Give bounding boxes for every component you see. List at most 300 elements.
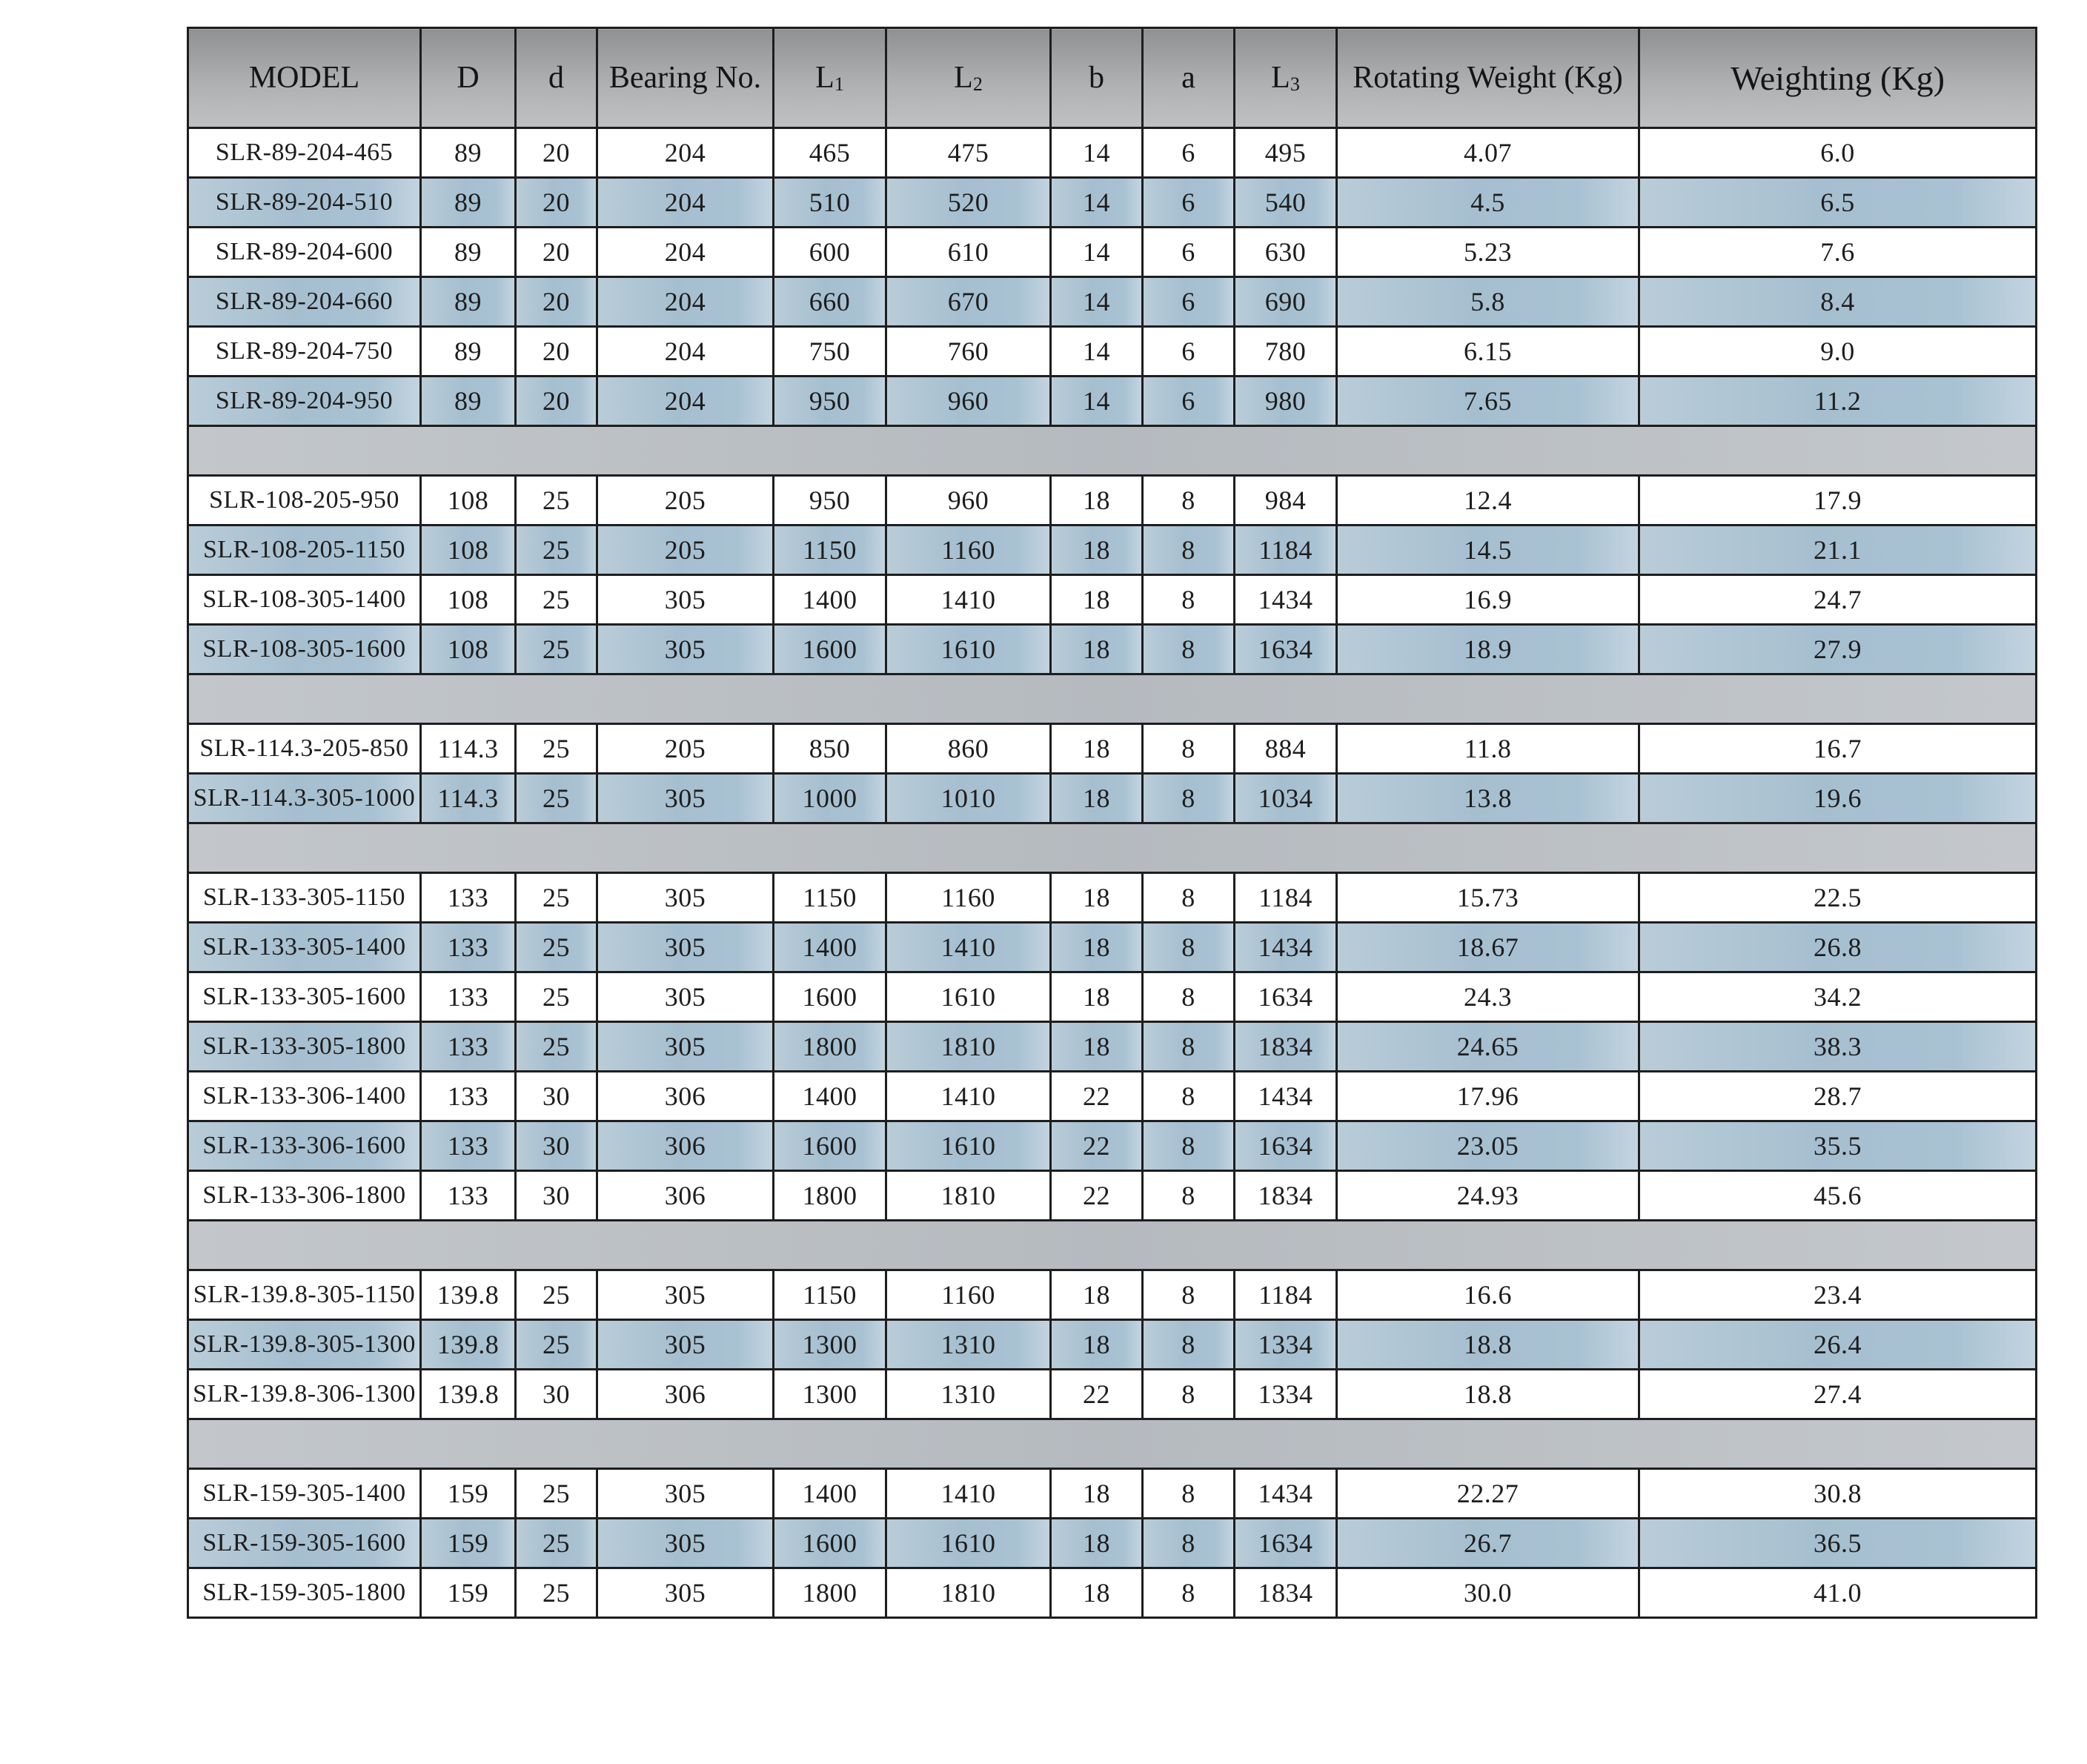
cell-l2: 1310 — [886, 1370, 1051, 1419]
cell-shaft-diameter: 30 — [516, 1171, 597, 1221]
cell-bearing-no: 306 — [597, 1171, 774, 1221]
cell-outer-diameter: 89 — [421, 128, 516, 178]
cell-outer-diameter: 89 — [421, 277, 516, 327]
header-l3 — [1235, 28, 1337, 128]
cell-outer-diameter: 133 — [421, 1121, 516, 1171]
header-rotating-weight: Rotating Weight (Kg) — [1337, 28, 1639, 128]
cell-l3: 1034 — [1235, 774, 1337, 823]
cell-shaft-diameter: 25 — [516, 1568, 597, 1618]
cell-b: 14 — [1051, 327, 1143, 377]
cell-l2: 760 — [886, 327, 1051, 377]
cell-a: 8 — [1143, 1072, 1235, 1121]
cell-l2: 1160 — [886, 525, 1051, 575]
cell-weighting: 21.1 — [1639, 525, 2037, 575]
cell-weighting: 36.5 — [1639, 1519, 2037, 1568]
cell-weighting: 27.4 — [1639, 1370, 2037, 1419]
cell-a: 8 — [1143, 972, 1235, 1022]
table-row — [188, 1171, 2037, 1221]
cell-bearing-no: 305 — [597, 575, 774, 625]
cell-l2: 1610 — [886, 1121, 1051, 1171]
cell-shaft-diameter: 25 — [516, 525, 597, 575]
cell-l3: 1334 — [1235, 1320, 1337, 1370]
cell-bearing-no: 305 — [597, 1568, 774, 1618]
cell-rotating-weight: 18.8 — [1337, 1370, 1639, 1419]
table-row — [188, 1370, 2037, 1419]
cell-l2: 860 — [886, 724, 1051, 774]
cell-l2: 1160 — [886, 1270, 1051, 1320]
cell-l3: 1834 — [1235, 1022, 1337, 1072]
cell-l3: 1634 — [1235, 625, 1337, 674]
cell-shaft-diameter: 20 — [516, 377, 597, 426]
cell-weighting: 7.6 — [1639, 228, 2037, 277]
cell-shaft-diameter: 20 — [516, 178, 597, 228]
cell-l2: 1310 — [886, 1320, 1051, 1370]
cell-model: SLR-114.3-205-850 — [188, 724, 421, 774]
cell-b: 22 — [1051, 1072, 1143, 1121]
cell-model: SLR-139.8-306-1300 — [188, 1370, 421, 1419]
cell-b: 14 — [1051, 128, 1143, 178]
cell-weighting: 11.2 — [1639, 377, 2037, 426]
cell-bearing-no: 305 — [597, 1022, 774, 1072]
cell-a: 8 — [1143, 724, 1235, 774]
cell-outer-diameter: 108 — [421, 625, 516, 674]
cell-a: 8 — [1143, 625, 1235, 674]
cell-model: SLR-89-204-510 — [188, 178, 421, 228]
cell-bearing-no: 205 — [597, 476, 774, 525]
table-row — [188, 277, 2037, 327]
cell-rotating-weight: 22.27 — [1337, 1469, 1639, 1519]
cell-l3: 1434 — [1235, 923, 1337, 972]
cell-bearing-no: 204 — [597, 128, 774, 178]
cell-weighting: 6.5 — [1639, 178, 2037, 228]
cell-l3: 1434 — [1235, 1072, 1337, 1121]
cell-a: 8 — [1143, 575, 1235, 625]
cell-bearing-no: 204 — [597, 277, 774, 327]
cell-model: SLR-108-305-1400 — [188, 575, 421, 625]
cell-outer-diameter: 133 — [421, 873, 516, 923]
cell-b: 18 — [1051, 575, 1143, 625]
table-row — [188, 1022, 2037, 1072]
cell-shaft-diameter: 20 — [516, 277, 597, 327]
group-separator — [188, 426, 2037, 476]
cell-outer-diameter: 89 — [421, 327, 516, 377]
cell-l1: 1600 — [774, 1519, 886, 1568]
cell-rotating-weight: 11.8 — [1337, 724, 1639, 774]
cell-bearing-no: 305 — [597, 1469, 774, 1519]
cell-b: 22 — [1051, 1370, 1143, 1419]
cell-a: 6 — [1143, 128, 1235, 178]
header-b: b — [1051, 28, 1143, 128]
cell-l2: 1160 — [886, 873, 1051, 923]
spec-sheet — [187, 27, 2035, 1619]
cell-bearing-no: 205 — [597, 724, 774, 774]
header-l1-letter: L — [815, 61, 835, 95]
cell-rotating-weight: 16.6 — [1337, 1270, 1639, 1320]
cell-l1: 1800 — [774, 1171, 886, 1221]
cell-rotating-weight: 24.93 — [1337, 1171, 1639, 1221]
cell-l1: 1300 — [774, 1370, 886, 1419]
cell-shaft-diameter: 25 — [516, 724, 597, 774]
cell-b: 14 — [1051, 228, 1143, 277]
cell-outer-diameter: 89 — [421, 178, 516, 228]
cell-outer-diameter: 159 — [421, 1469, 516, 1519]
table-row — [188, 178, 2037, 228]
cell-l1: 1600 — [774, 972, 886, 1022]
header-l3-index: 3 — [1290, 73, 1300, 95]
cell-rotating-weight: 24.3 — [1337, 972, 1639, 1022]
cell-a: 6 — [1143, 327, 1235, 377]
cell-shaft-diameter: 30 — [516, 1370, 597, 1419]
table-row — [188, 724, 2037, 774]
cell-l2: 1410 — [886, 1072, 1051, 1121]
cell-l3: 1434 — [1235, 1469, 1337, 1519]
cell-l3: 1634 — [1235, 1519, 1337, 1568]
cell-bearing-no: 305 — [597, 923, 774, 972]
cell-l1: 1150 — [774, 1270, 886, 1320]
cell-bearing-no: 305 — [597, 873, 774, 923]
cell-model: SLR-139.8-305-1300 — [188, 1320, 421, 1370]
cell-bearing-no: 305 — [597, 1270, 774, 1320]
cell-rotating-weight: 18.67 — [1337, 923, 1639, 972]
cell-b: 14 — [1051, 377, 1143, 426]
cell-b: 18 — [1051, 972, 1143, 1022]
cell-b: 22 — [1051, 1171, 1143, 1221]
cell-a: 6 — [1143, 377, 1235, 426]
cell-l1: 1400 — [774, 575, 886, 625]
cell-l3: 1334 — [1235, 1370, 1337, 1419]
cell-shaft-diameter: 20 — [516, 228, 597, 277]
cell-a: 8 — [1143, 476, 1235, 525]
header-row — [188, 28, 2037, 128]
cell-a: 8 — [1143, 923, 1235, 972]
cell-rotating-weight: 16.9 — [1337, 575, 1639, 625]
separator-band — [188, 1419, 2037, 1469]
cell-weighting: 27.9 — [1639, 625, 2037, 674]
cell-weighting: 41.0 — [1639, 1568, 2037, 1618]
table-row — [188, 1519, 2037, 1568]
cell-l2: 1010 — [886, 774, 1051, 823]
cell-model: SLR-114.3-305-1000 — [188, 774, 421, 823]
table-row — [188, 128, 2037, 178]
table-row — [188, 327, 2037, 377]
cell-l1: 600 — [774, 228, 886, 277]
cell-l2: 670 — [886, 277, 1051, 327]
cell-l2: 520 — [886, 178, 1051, 228]
cell-a: 8 — [1143, 1370, 1235, 1419]
cell-b: 18 — [1051, 774, 1143, 823]
header-bearing-no: Bearing No. — [597, 28, 774, 128]
table-row — [188, 228, 2037, 277]
cell-outer-diameter: 108 — [421, 575, 516, 625]
header-l2-letter: L — [954, 61, 973, 95]
cell-model: SLR-89-204-660 — [188, 277, 421, 327]
table-row — [188, 923, 2037, 972]
cell-l1: 750 — [774, 327, 886, 377]
cell-outer-diameter: 133 — [421, 1022, 516, 1072]
cell-l1: 850 — [774, 724, 886, 774]
cell-shaft-diameter: 25 — [516, 575, 597, 625]
cell-rotating-weight: 5.23 — [1337, 228, 1639, 277]
cell-l3: 495 — [1235, 128, 1337, 178]
table-row — [188, 575, 2037, 625]
cell-shaft-diameter: 25 — [516, 923, 597, 972]
table-row — [188, 1320, 2037, 1370]
cell-l1: 1400 — [774, 1072, 886, 1121]
cell-rotating-weight: 23.05 — [1337, 1121, 1639, 1171]
cell-l1: 1000 — [774, 774, 886, 823]
cell-weighting: 24.7 — [1639, 575, 2037, 625]
cell-b: 18 — [1051, 625, 1143, 674]
cell-model: SLR-139.8-305-1150 — [188, 1270, 421, 1320]
cell-l2: 1410 — [886, 923, 1051, 972]
cell-bearing-no: 306 — [597, 1072, 774, 1121]
cell-l3: 1184 — [1235, 525, 1337, 575]
cell-l1: 950 — [774, 377, 886, 426]
header-l2-index: 2 — [972, 73, 983, 95]
table-row — [188, 525, 2037, 575]
cell-l3: 984 — [1235, 476, 1337, 525]
cell-shaft-diameter: 25 — [516, 625, 597, 674]
cell-l2: 1610 — [886, 1519, 1051, 1568]
cell-l3: 1634 — [1235, 1121, 1337, 1171]
group-separator — [188, 674, 2037, 724]
cell-model: SLR-108-205-1150 — [188, 525, 421, 575]
header-l1-index: 1 — [834, 73, 844, 95]
cell-outer-diameter: 139.8 — [421, 1320, 516, 1370]
cell-l1: 1800 — [774, 1022, 886, 1072]
cell-shaft-diameter: 25 — [516, 1320, 597, 1370]
cell-rotating-weight: 26.7 — [1337, 1519, 1639, 1568]
cell-b: 18 — [1051, 873, 1143, 923]
cell-l2: 960 — [886, 377, 1051, 426]
cell-rotating-weight: 7.65 — [1337, 377, 1639, 426]
header-weighting: Weighting (Kg) — [1639, 28, 2037, 128]
cell-bearing-no: 204 — [597, 327, 774, 377]
cell-model: SLR-133-306-1800 — [188, 1171, 421, 1221]
separator-band — [188, 1221, 2037, 1270]
cell-l1: 660 — [774, 277, 886, 327]
cell-l1: 1600 — [774, 625, 886, 674]
cell-weighting: 22.5 — [1639, 873, 2037, 923]
cell-l2: 1810 — [886, 1022, 1051, 1072]
cell-b: 14 — [1051, 277, 1143, 327]
cell-weighting: 26.8 — [1639, 923, 2037, 972]
header-shaft-diameter: d — [516, 28, 597, 128]
cell-l3: 1184 — [1235, 1270, 1337, 1320]
cell-bearing-no: 306 — [597, 1121, 774, 1171]
cell-l3: 884 — [1235, 724, 1337, 774]
cell-outer-diameter: 133 — [421, 1171, 516, 1221]
cell-model: SLR-108-205-950 — [188, 476, 421, 525]
cell-a: 8 — [1143, 1270, 1235, 1320]
cell-outer-diameter: 108 — [421, 525, 516, 575]
cell-l3: 1434 — [1235, 575, 1337, 625]
cell-l2: 960 — [886, 476, 1051, 525]
cell-rotating-weight: 18.8 — [1337, 1320, 1639, 1370]
cell-model: SLR-133-306-1400 — [188, 1072, 421, 1121]
cell-bearing-no: 306 — [597, 1370, 774, 1419]
cell-bearing-no: 205 — [597, 525, 774, 575]
cell-l1: 1300 — [774, 1320, 886, 1370]
cell-a: 8 — [1143, 873, 1235, 923]
cell-model: SLR-133-306-1600 — [188, 1121, 421, 1171]
cell-a: 6 — [1143, 277, 1235, 327]
cell-shaft-diameter: 25 — [516, 774, 597, 823]
group-separator — [188, 823, 2037, 873]
cell-l3: 630 — [1235, 228, 1337, 277]
cell-bearing-no: 305 — [597, 774, 774, 823]
cell-model: SLR-89-204-600 — [188, 228, 421, 277]
cell-weighting: 45.6 — [1639, 1171, 2037, 1221]
cell-l3: 980 — [1235, 377, 1337, 426]
cell-weighting: 19.6 — [1639, 774, 2037, 823]
cell-outer-diameter: 108 — [421, 476, 516, 525]
table-row — [188, 873, 2037, 923]
cell-l2: 1810 — [886, 1171, 1051, 1221]
cell-l3: 540 — [1235, 178, 1337, 228]
separator-band — [188, 674, 2037, 724]
cell-outer-diameter: 159 — [421, 1519, 516, 1568]
cell-b: 18 — [1051, 923, 1143, 972]
cell-model: SLR-159-305-1600 — [188, 1519, 421, 1568]
cell-shaft-diameter: 30 — [516, 1072, 597, 1121]
cell-l3: 1184 — [1235, 873, 1337, 923]
cell-a: 8 — [1143, 1022, 1235, 1072]
cell-l1: 1800 — [774, 1568, 886, 1618]
table-row — [188, 625, 2037, 674]
cell-b: 18 — [1051, 476, 1143, 525]
cell-outer-diameter: 139.8 — [421, 1370, 516, 1419]
header-model: MODEL — [188, 28, 421, 128]
table-row — [188, 1568, 2037, 1618]
group-separator — [188, 1221, 2037, 1270]
header-outer-diameter: D — [421, 28, 516, 128]
cell-rotating-weight: 4.07 — [1337, 128, 1639, 178]
cell-l3: 1834 — [1235, 1171, 1337, 1221]
cell-rotating-weight: 14.5 — [1337, 525, 1639, 575]
cell-a: 8 — [1143, 525, 1235, 575]
cell-shaft-diameter: 30 — [516, 1121, 597, 1171]
cell-outer-diameter: 133 — [421, 972, 516, 1022]
cell-l2: 1410 — [886, 1469, 1051, 1519]
cell-weighting: 34.2 — [1639, 972, 2037, 1022]
cell-model: SLR-89-204-950 — [188, 377, 421, 426]
cell-a: 6 — [1143, 178, 1235, 228]
table-row — [188, 972, 2037, 1022]
cell-a: 8 — [1143, 1121, 1235, 1171]
cell-rotating-weight: 13.8 — [1337, 774, 1639, 823]
header-l2 — [886, 28, 1051, 128]
cell-outer-diameter: 133 — [421, 923, 516, 972]
cell-outer-diameter: 114.3 — [421, 724, 516, 774]
table-row — [188, 1072, 2037, 1121]
cell-weighting: 16.7 — [1639, 724, 2037, 774]
cell-bearing-no: 305 — [597, 625, 774, 674]
cell-model: SLR-159-305-1400 — [188, 1469, 421, 1519]
cell-shaft-diameter: 20 — [516, 327, 597, 377]
cell-l1: 510 — [774, 178, 886, 228]
cell-l3: 780 — [1235, 327, 1337, 377]
cell-bearing-no: 305 — [597, 1320, 774, 1370]
cell-model: SLR-89-204-465 — [188, 128, 421, 178]
cell-a: 8 — [1143, 1568, 1235, 1618]
cell-l1: 1600 — [774, 1121, 886, 1171]
cell-l2: 1810 — [886, 1568, 1051, 1618]
cell-weighting: 35.5 — [1639, 1121, 2037, 1171]
cell-a: 8 — [1143, 774, 1235, 823]
table-row — [188, 377, 2037, 426]
cell-weighting: 38.3 — [1639, 1022, 2037, 1072]
table-row — [188, 1469, 2037, 1519]
cell-model: SLR-159-305-1800 — [188, 1568, 421, 1618]
cell-l1: 465 — [774, 128, 886, 178]
cell-bearing-no: 204 — [597, 228, 774, 277]
cell-rotating-weight: 4.5 — [1337, 178, 1639, 228]
cell-outer-diameter: 89 — [421, 228, 516, 277]
cell-shaft-diameter: 25 — [516, 972, 597, 1022]
cell-shaft-diameter: 25 — [516, 1022, 597, 1072]
cell-weighting: 9.0 — [1639, 327, 2037, 377]
cell-l2: 475 — [886, 128, 1051, 178]
cell-rotating-weight: 6.15 — [1337, 327, 1639, 377]
cell-b: 18 — [1051, 1270, 1143, 1320]
cell-l1: 950 — [774, 476, 886, 525]
roller-spec-table — [187, 27, 2037, 1619]
cell-rotating-weight: 12.4 — [1337, 476, 1639, 525]
cell-bearing-no: 305 — [597, 1519, 774, 1568]
table-row — [188, 1121, 2037, 1171]
cell-outer-diameter: 114.3 — [421, 774, 516, 823]
table-row — [188, 476, 2037, 525]
cell-l2: 1410 — [886, 575, 1051, 625]
cell-bearing-no: 204 — [597, 377, 774, 426]
cell-a: 8 — [1143, 1320, 1235, 1370]
cell-bearing-no: 204 — [597, 178, 774, 228]
cell-weighting: 28.7 — [1639, 1072, 2037, 1121]
cell-b: 18 — [1051, 1519, 1143, 1568]
group-separator — [188, 1419, 2037, 1469]
cell-rotating-weight: 15.73 — [1337, 873, 1639, 923]
cell-rotating-weight: 5.8 — [1337, 277, 1639, 327]
cell-b: 14 — [1051, 178, 1143, 228]
cell-outer-diameter: 133 — [421, 1072, 516, 1121]
cell-b: 18 — [1051, 1022, 1143, 1072]
cell-b: 18 — [1051, 525, 1143, 575]
separator-band — [188, 426, 2037, 476]
cell-outer-diameter: 89 — [421, 377, 516, 426]
header-a: a — [1143, 28, 1235, 128]
cell-shaft-diameter: 25 — [516, 1270, 597, 1320]
cell-b: 18 — [1051, 1568, 1143, 1618]
cell-weighting: 8.4 — [1639, 277, 2037, 327]
cell-a: 8 — [1143, 1171, 1235, 1221]
cell-model: SLR-108-305-1600 — [188, 625, 421, 674]
cell-rotating-weight: 24.65 — [1337, 1022, 1639, 1072]
cell-shaft-diameter: 25 — [516, 873, 597, 923]
cell-a: 6 — [1143, 228, 1235, 277]
cell-rotating-weight: 17.96 — [1337, 1072, 1639, 1121]
cell-l3: 1634 — [1235, 972, 1337, 1022]
header-l1 — [774, 28, 886, 128]
header-l3-letter: L — [1271, 61, 1290, 95]
cell-l1: 1400 — [774, 1469, 886, 1519]
cell-rotating-weight: 18.9 — [1337, 625, 1639, 674]
cell-model: SLR-133-305-1800 — [188, 1022, 421, 1072]
cell-l1: 1150 — [774, 873, 886, 923]
cell-weighting: 6.0 — [1639, 128, 2037, 178]
cell-l1: 1400 — [774, 923, 886, 972]
cell-weighting: 30.8 — [1639, 1469, 2037, 1519]
